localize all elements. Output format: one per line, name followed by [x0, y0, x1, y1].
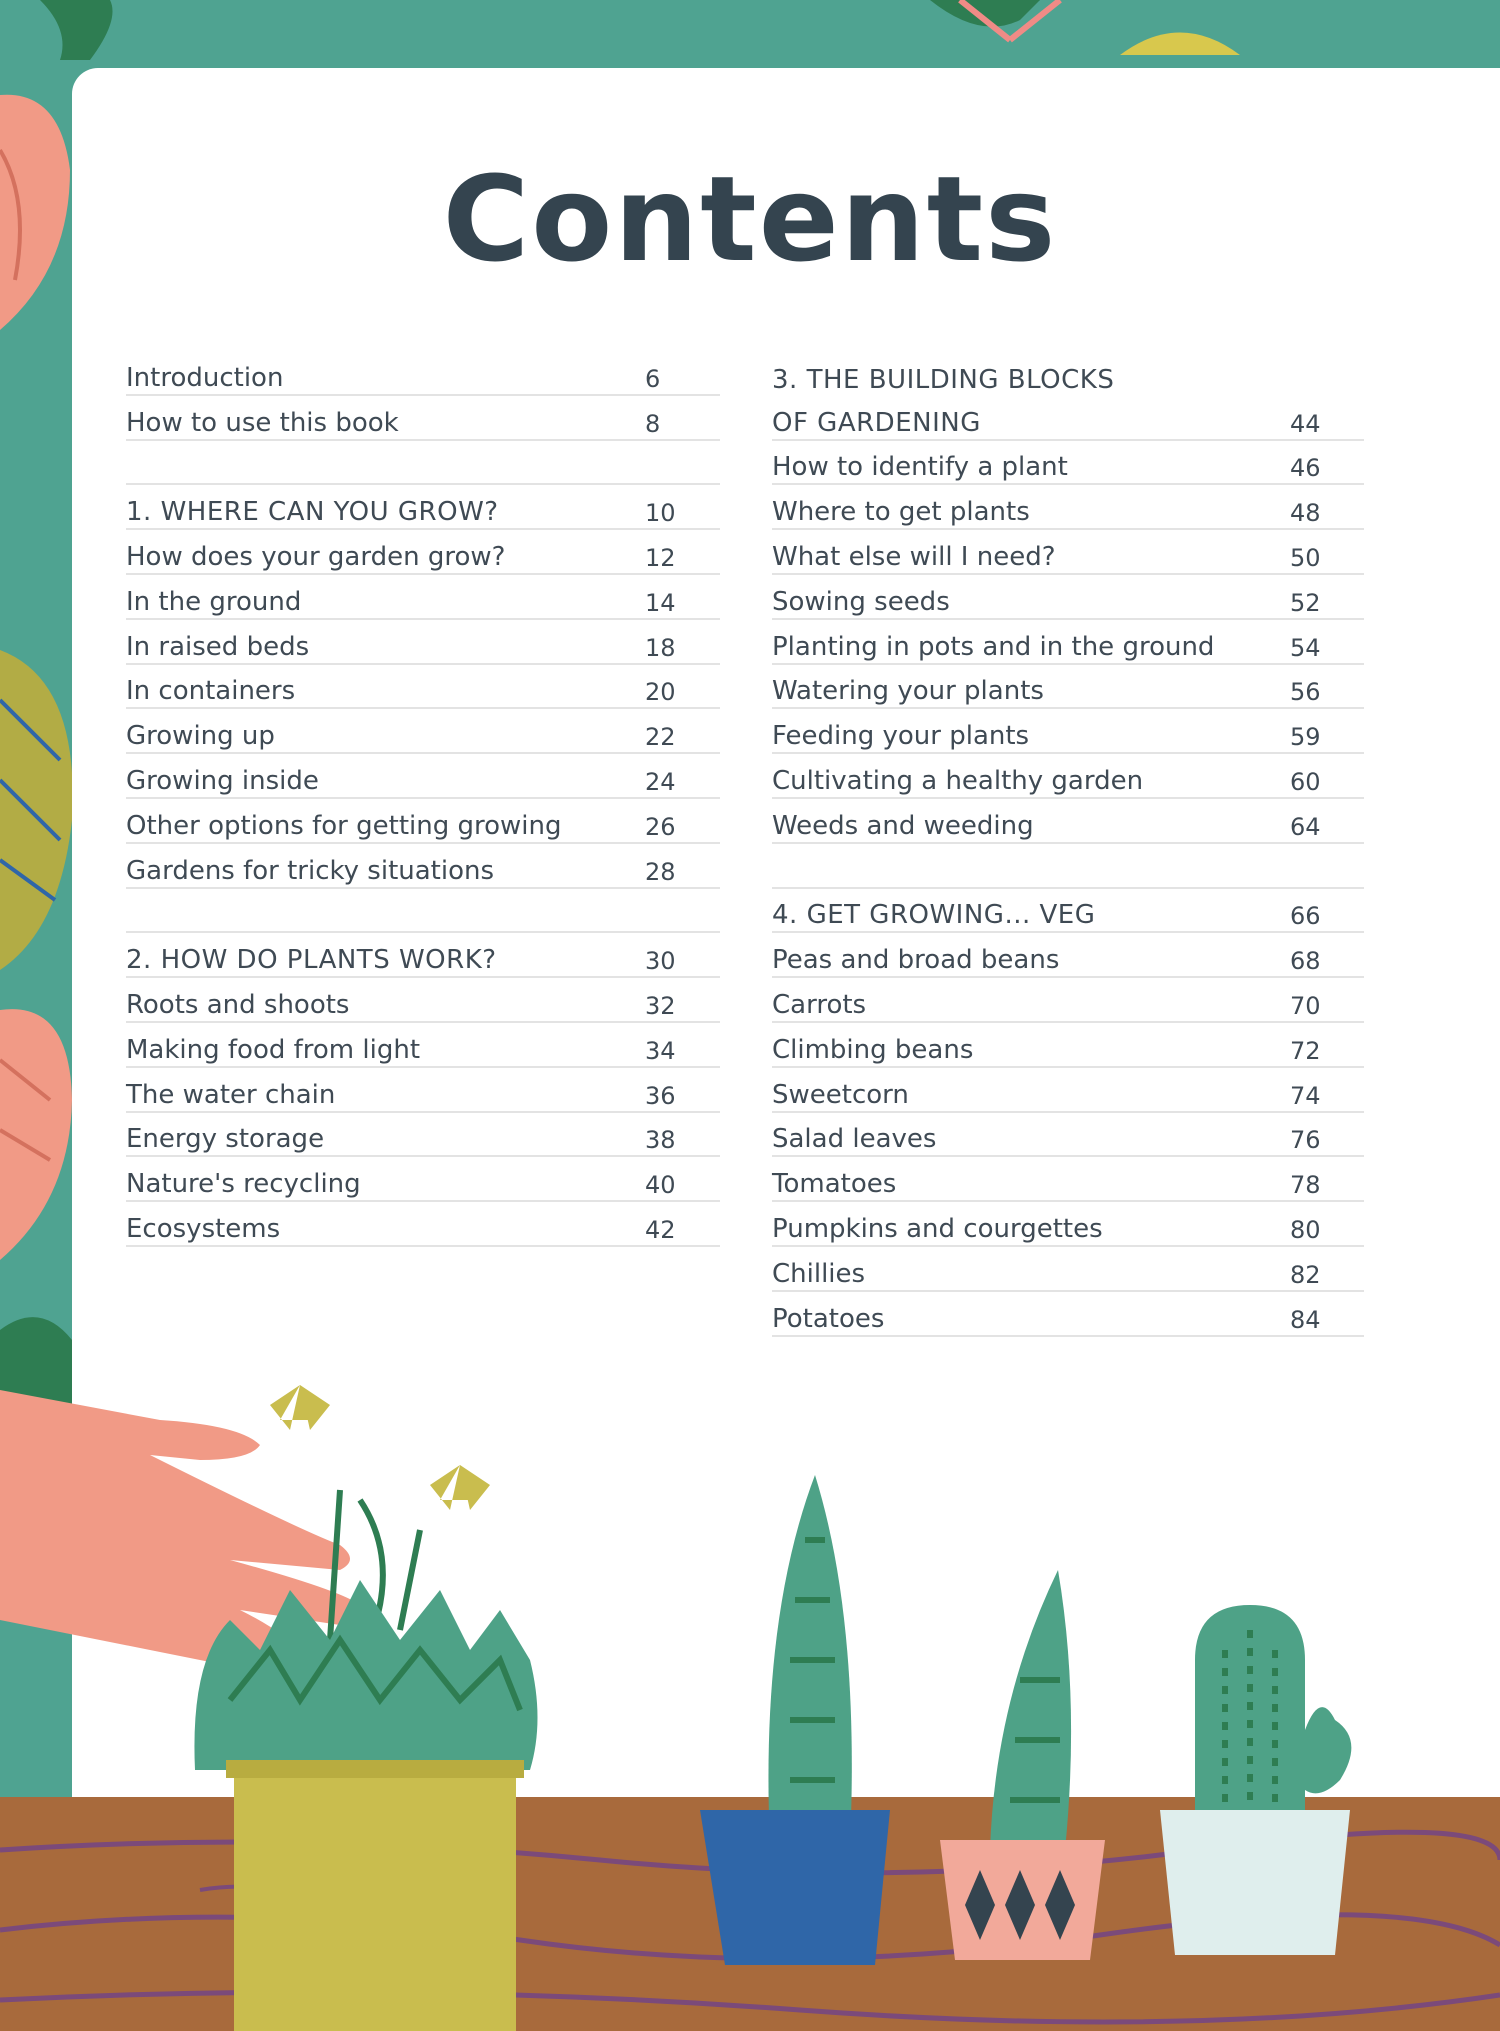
toc-spacer-row — [772, 844, 1364, 889]
toc-entry-title: Ecosystems — [126, 1213, 281, 1244]
toc-entry-title: Growing inside — [126, 765, 319, 796]
toc-entry-title: In raised beds — [126, 631, 310, 662]
toc-page-number: 8 — [645, 409, 661, 438]
toc-page-number: 52 — [1290, 588, 1321, 617]
toc-entry — [126, 754, 720, 799]
toc-entry-title: Making food from light — [126, 1034, 421, 1065]
toc-page-number: 18 — [645, 633, 676, 662]
toc-entry — [126, 620, 720, 665]
snake-plant-short — [990, 1570, 1071, 1850]
toc-entry — [126, 844, 720, 889]
toc-entry-title: Where to get plants — [772, 497, 1030, 528]
toc-entry-title: Weeds and weeding — [772, 810, 1034, 841]
toc-page-number: 6 — [645, 364, 661, 393]
toc-entry — [126, 351, 720, 396]
toc-entry-title: Roots and shoots — [126, 989, 350, 1020]
toc-entry-title: Pumpkins and courgettes — [772, 1213, 1103, 1244]
toc-page-number: 46 — [1290, 454, 1321, 483]
toc-entry-title: 1. WHERE CAN YOU GROW? — [126, 497, 499, 528]
toc-entry-title: Growing up — [126, 721, 275, 752]
toc-page-number: 14 — [645, 588, 676, 617]
toc-entry — [772, 933, 1364, 978]
toc-entry — [126, 1202, 720, 1247]
toc-entry-title: Potatoes — [772, 1303, 885, 1334]
toc-spacer-row — [126, 441, 720, 486]
toc-right-column — [772, 351, 1364, 1337]
toc-entry — [772, 1292, 1364, 1337]
toc-entry-title: 3. THE BUILDING BLOCKS — [772, 364, 1115, 395]
toc-entry — [772, 620, 1364, 665]
toc-page-number: 76 — [1290, 1126, 1321, 1155]
toc-entry — [772, 754, 1364, 799]
toc-page-number: 82 — [1290, 1260, 1321, 1289]
toc-entry — [772, 1113, 1364, 1158]
toc-page-number: 78 — [1290, 1171, 1321, 1200]
toc-spacer-row — [126, 889, 720, 934]
toc-page-number: 50 — [1290, 543, 1321, 572]
toc-entry-title: Peas and broad beans — [772, 945, 1060, 976]
toc-page-number: 40 — [645, 1171, 676, 1200]
toc-page-number: 44 — [1290, 409, 1321, 438]
toc-entry — [126, 1157, 720, 1202]
toc-left-column — [126, 351, 720, 1247]
toc-entry — [772, 978, 1364, 1023]
toc-entry — [126, 1113, 720, 1158]
toc-entry — [126, 396, 720, 441]
toc-page-number: 28 — [645, 857, 676, 886]
toc-entry — [126, 1068, 720, 1113]
toc-entry-title: How to identify a plant — [772, 452, 1068, 483]
toc-entry-title: Sweetcorn — [772, 1079, 909, 1110]
toc-entry — [126, 575, 720, 620]
toc-page-number: 59 — [1290, 723, 1321, 752]
toc-entry — [772, 1157, 1364, 1202]
blue-pot — [700, 1810, 890, 1965]
toc-section-heading — [772, 396, 1364, 441]
toc-entry — [772, 799, 1364, 844]
toc-entry — [126, 799, 720, 844]
toc-page-number: 72 — [1290, 1036, 1321, 1065]
toc-entry-title: Feeding your plants — [772, 721, 1030, 752]
toc-entry-title: Watering your plants — [772, 676, 1044, 707]
toc-entry-title: Gardens for tricky situations — [126, 855, 495, 886]
toc-page-number: 68 — [1290, 947, 1321, 976]
toc-page-number: 70 — [1290, 991, 1321, 1020]
toc-entry — [126, 665, 720, 710]
toc-entry — [772, 530, 1364, 575]
toc-page-number: 74 — [1290, 1081, 1321, 1110]
toc-page-number: 20 — [645, 678, 676, 707]
toc-page-number: 36 — [645, 1081, 676, 1110]
toc-entry-title: 2. HOW DO PLANTS WORK? — [126, 945, 497, 976]
toc-entry-title: Tomatoes — [772, 1169, 897, 1200]
toc-page-number: 64 — [1290, 812, 1321, 841]
toc-entry-title: How does your garden grow? — [126, 541, 506, 572]
toc-entry-title: Energy storage — [126, 1124, 325, 1155]
toc-page-number: 38 — [645, 1126, 676, 1155]
yellow-pot — [234, 1765, 516, 2031]
toc-entry-title: Carrots — [772, 989, 867, 1020]
flower — [270, 1385, 330, 1430]
toc-entry — [772, 665, 1364, 710]
toc-entry-title: Climbing beans — [772, 1034, 974, 1065]
toc-entry-title: Nature's recycling — [126, 1169, 361, 1200]
toc-entry — [772, 485, 1364, 530]
toc-section-heading — [772, 351, 1364, 396]
toc-entry-title: Planting in pots and in the ground — [772, 631, 1215, 662]
toc-entry-title: What else will I need? — [772, 541, 1056, 572]
toc-entry-title: In the ground — [126, 586, 302, 617]
toc-entry — [126, 709, 720, 754]
toc-entry-title: In containers — [126, 676, 296, 707]
toc-page-number: 24 — [645, 767, 676, 796]
toc-entry-title: Chillies — [772, 1258, 866, 1289]
toc-entry — [126, 530, 720, 575]
toc-entry — [772, 709, 1364, 754]
toc-entry — [772, 1068, 1364, 1113]
toc-section-heading — [126, 933, 720, 978]
toc-entry-title: Sowing seeds — [772, 586, 950, 617]
toc-entry-title: How to use this book — [126, 407, 399, 438]
toc-page-number: 54 — [1290, 633, 1321, 662]
toc-page-number: 48 — [1290, 499, 1321, 528]
toc-entry-title: Introduction — [126, 362, 284, 393]
toc-entry — [126, 1023, 720, 1068]
toc-entry — [772, 575, 1364, 620]
white-pot — [1160, 1810, 1350, 1955]
toc-page-number: 84 — [1290, 1305, 1321, 1334]
toc-entry-title: Other options for getting growing — [126, 810, 562, 841]
toc-entry — [772, 441, 1364, 486]
toc-entry-title: Cultivating a healthy garden — [772, 765, 1144, 796]
toc-entry-title: Salad leaves — [772, 1124, 937, 1155]
toc-entry-title: 4. GET GROWING... VEG — [772, 900, 1096, 931]
toc-page-number: 30 — [645, 947, 676, 976]
toc-section-heading — [772, 889, 1364, 934]
toc-entry-title: The water chain — [126, 1079, 336, 1110]
toc-section-heading — [126, 485, 720, 530]
toc-entry-title: OF GARDENING — [772, 407, 981, 438]
toc-page-number: 22 — [645, 723, 676, 752]
toc-page-number: 80 — [1290, 1215, 1321, 1244]
toc-page-number: 66 — [1290, 902, 1321, 931]
page-title: Contents — [442, 150, 1058, 288]
toc-page-number: 10 — [645, 499, 676, 528]
toc-page-number: 56 — [1290, 678, 1321, 707]
toc-entry — [772, 1023, 1364, 1068]
toc-entry — [772, 1247, 1364, 1292]
toc-page-number: 12 — [645, 543, 676, 572]
toc-page-number: 32 — [645, 991, 676, 1020]
toc-page-number: 26 — [645, 812, 676, 841]
toc-page-number: 60 — [1290, 767, 1321, 796]
toc-entry — [772, 1202, 1364, 1247]
toc-entry — [126, 978, 720, 1023]
toc-page-number: 42 — [645, 1215, 676, 1244]
toc-page-number: 34 — [645, 1036, 676, 1065]
